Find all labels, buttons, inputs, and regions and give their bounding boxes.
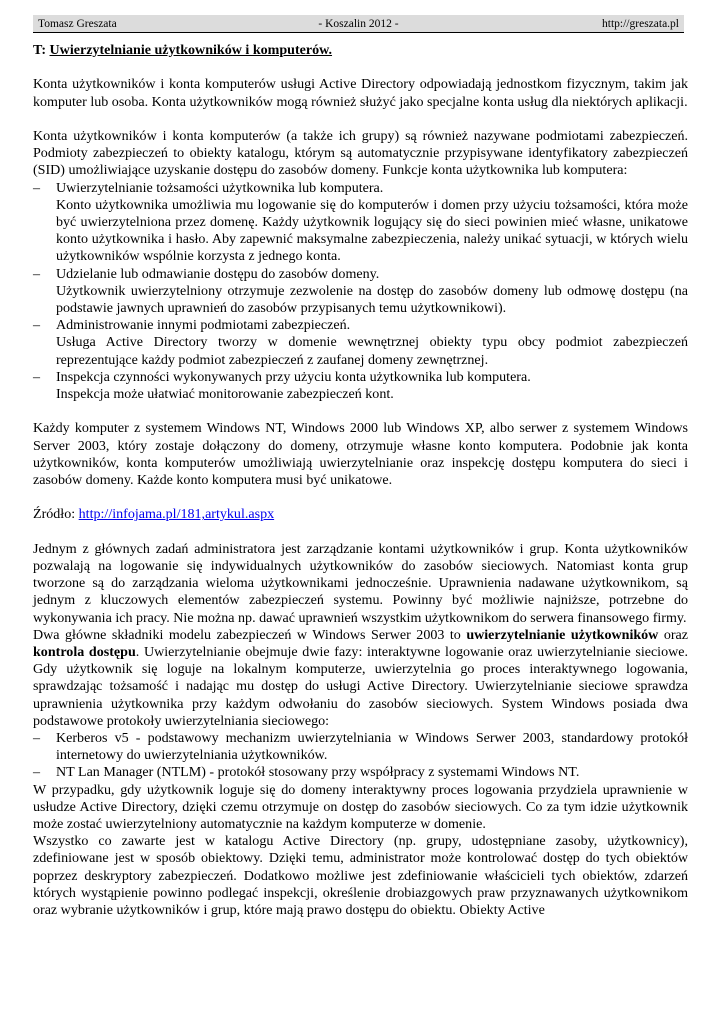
title-text: Uwierzytelnianie użytkowników i komputerów. bbox=[49, 42, 333, 58]
document-body bbox=[33, 42, 688, 919]
paragraph-security-principals: Konta użytkowników i konta komputerów (a także ich grupy) są również nazywane podmiotami zabezpieczeń. Podmioty zabezpieczeń to obiekty katalogu, którym są automatycznie przypisywane identyfikatory zabezpieczeń (SID) umożliwiające uzyskanie dostępu do zasobów domeny. Funkcje konta użytkownika lub komputera: bbox=[33, 127, 688, 179]
title-prefix: T: bbox=[33, 42, 50, 58]
paragraph-domain-login: W przypadku, gdy użytkownik loguje się do domeny interaktywny proces logowania przydziela uprawnienie w usłudze Active Directory, dzięki czemu otrzymuje on dostęp do zasobów sieciowych. Co za tym idzie użytkownik może zostać uwierzytelniony automatycznie na każdym komputerze w domenie. bbox=[33, 781, 688, 833]
paragraph-intro: Konta użytkowników i konta komputerów usługi Active Directory odpowiadają jednostkom fizycznym, takim jak komputer lub osoba. Konta użytkowników mogą również służyć jako specjalne konta usług dla niektórych aplikacji. bbox=[33, 76, 688, 110]
bold-user-authentication: uwierzytelnianie użytkowników bbox=[466, 626, 659, 643]
paragraph-admin-tasks: Jednym z głównych zadań administratora jest zarządzanie kontami użytkowników i grup. Konta użytkowników pozwalają na logowanie się indywidualnych użytkowników do zasobów sieciowych. Natomiast konta grup tworzone są do zarządzania wieloma użytkownikami jednocześnie. Uprawnienia nadawane użytkownikom, są jednym z kluczowych elementów zabezpieczeń systemu. Powinny być możliwie najniższe, potrzebne do wykonywania ich pracy. Nie można np. dawać uprawnień wszystkim użytkownikom do serwera finansowego firmy. bbox=[33, 540, 688, 626]
protocol-ntlm: NT Lan Manager (NTLM) - protokół stosowany przy współpracy z systemami Windows NT. bbox=[56, 764, 580, 781]
text-run: . Uwierzytelnianie obejmuje dwie fazy: interaktywne logowanie oraz uwierzytelnianie sieciowe. Gdy użytkownik się loguje na lokalnym komputerze, uwierzytelnia go proces interaktywnego logowania, sprawdzając tożsamość i nadając mu dostęp do usługi Active Directory. Uwierzytelnianie sieciowe sprawdza uprawnienia użytkownika przy każdym odwołaniu do zasobów sieciowych. System Windows posiada dwa podstawowe protokoły uwierzytelniania sieciowego: bbox=[33, 644, 689, 729]
list-item-title: – Udzielanie lub odmawianie dostępu do zasobów domeny. bbox=[56, 265, 380, 282]
list-item-desc: Inspekcja może ułatwiać monitorowanie zabezpieczeń kont. bbox=[56, 386, 394, 403]
source-label: Źródło: bbox=[33, 506, 79, 523]
list-item bbox=[33, 730, 688, 764]
list-item bbox=[33, 764, 688, 781]
text-run: Dwa główne składniki modelu zabezpieczeń w Windows Serwer 2003 to bbox=[33, 626, 467, 643]
text-run: oraz bbox=[658, 626, 688, 643]
bold-access-control: kontrola dostępu bbox=[33, 644, 136, 661]
list-item bbox=[33, 317, 688, 369]
protocol-kerberos: Kerberos v5 - podstawowy mechanizm uwierzytelniania w Windows Serwer 2003, standardowy protokół internetowy do uwierzytelniania użytkowników. bbox=[56, 730, 688, 764]
list-item-title: – Inspekcja czynności wykonywanych przy użyciu konta użytkownika lub komputera. bbox=[56, 368, 531, 385]
paragraph-active-directory-objects: Wszystko co zawarte jest w katalogu Active Directory (np. grupy, udostępniane zasoby, użytkownicy), zdefiniowane jest w sposób obiektowy. Dzięki temu, administrator może kontrolować dostęp do tych obiektów poprzez deskryptory zabezpieczeń. Dodatkowo możliwe jest zdefiniowanie właścicieli tych obiektów, zdarzeń których wystąpienie powinno podlegać inspekcji, określenie drobiazgowych praw przyznawanych użytkownikom oraz wybranie użytkowników i grup, które mają prawo dostępu do obiektu. Obiekty Active bbox=[33, 833, 688, 919]
header-url: http://greszata.pl bbox=[602, 18, 679, 30]
source-line bbox=[33, 506, 688, 523]
list-item-title: – Administrowanie innymi podmiotami zabezpieczeń. bbox=[56, 317, 351, 334]
list-item-desc: Usługa Active Directory tworzy w domenie wewnętrznej obiekty typu obcy podmiot zabezpieczeń reprezentujące każdy podmiot zabezpieczeń z zaufanej domeny zewnętrznej. bbox=[56, 334, 688, 368]
list-item bbox=[33, 369, 688, 403]
protocols-list bbox=[33, 730, 688, 782]
functions-list bbox=[33, 180, 688, 404]
list-item-desc: Konto użytkownika umożliwia mu logowanie się do komputerów i domen przy użyciu tożsamości, która może być uwierzytelniona przez domenę. Każdy użytkownik logujący się do sieci powinien mieć własne, unikatowe konto użytkownika i hasło. Aby zapewnić maksymalne zabezpieczenia, należy unikać sytuacji, w których wielu użytkowników wspólnie korzysta z jednego konta. bbox=[56, 196, 688, 265]
header-author: Tomasz Greszata bbox=[38, 18, 117, 30]
page-title bbox=[33, 42, 688, 59]
paragraph-security-model bbox=[33, 627, 688, 730]
source-link[interactable]: http://infojama.pl/181,artykul.aspx bbox=[78, 506, 275, 523]
paragraph-computer-accounts: Każdy komputer z systemem Windows NT, Windows 2000 lub Windows XP, albo serwer z systemem Windows Server 2003, który zostaje dołączony do domeny, otrzymuje własne konto komputera. Podobnie jak konta użytkowników, konta komputerów umożliwiają uwierzytelnianie oraz inspekcję dostępu komputera do sieci i zasobów domeny. Każde konto komputera musi być unikatowe. bbox=[33, 420, 688, 489]
page-header bbox=[33, 15, 684, 33]
list-item-desc: Użytkownik uwierzytelniony otrzymuje zezwolenie na dostęp do zasobów domeny lub odmowę dostępu (na podstawie jawnych uprawnień do zasobów przypisanych temu użytkownikowi). bbox=[56, 282, 688, 317]
list-item bbox=[33, 180, 688, 266]
list-item-title: – Uwierzytelnianie tożsamości użytkownika lub komputera. bbox=[56, 179, 384, 196]
header-location-year: - Koszalin 2012 - bbox=[318, 18, 399, 30]
list-item bbox=[33, 266, 688, 318]
